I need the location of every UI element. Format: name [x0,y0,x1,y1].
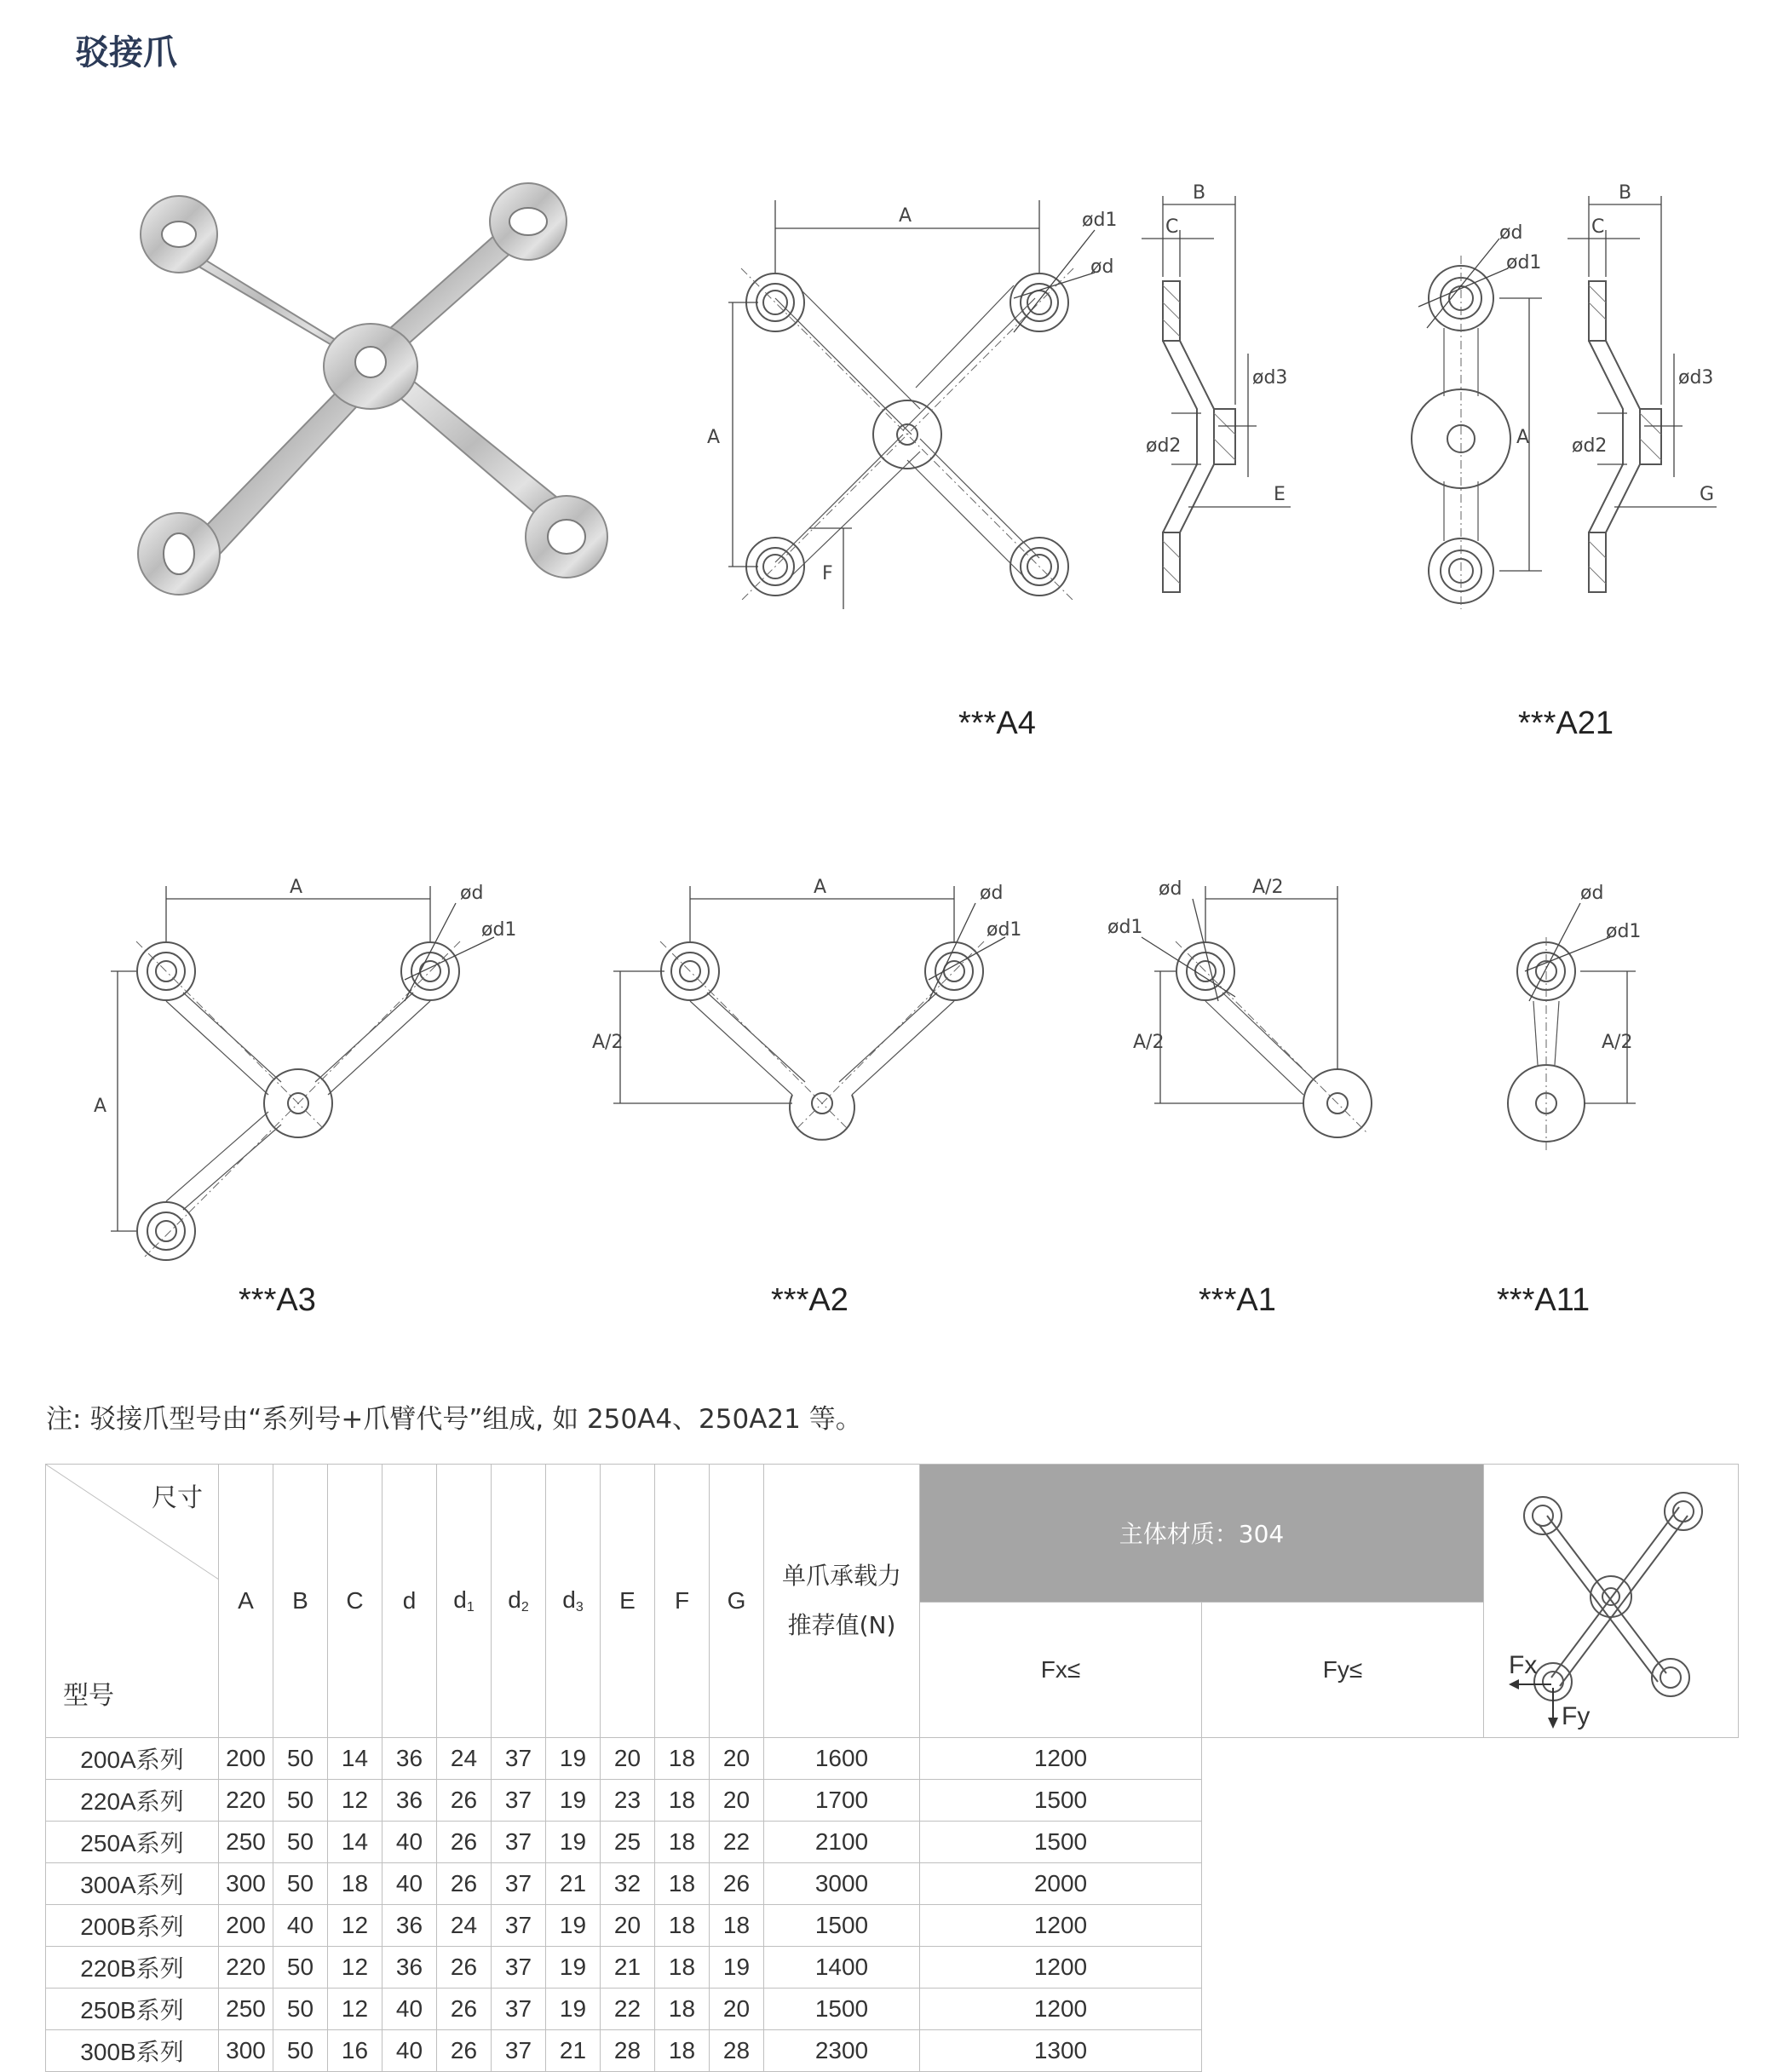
dim-cell-g: 18 [710,1905,764,1947]
dim-cell-e: 23 [601,1780,655,1822]
dim-cell-e: 20 [601,1738,655,1780]
dim-cell-c: 16 [328,2030,383,2072]
a4-dim-d: ød [1090,256,1114,278]
model-cell: 220B系列 [46,1947,219,1989]
fy-cell: 1500 [920,1822,1202,1863]
col-header-d1: $d_1$ [437,1465,492,1738]
a2-dim-a-top: A [814,877,827,898]
table-row [46,1989,1739,2030]
a11-dim-d: ød [1580,883,1604,904]
dim-cell-g: 20 [710,1989,764,2030]
dim-cell-d2: 37 [492,1863,546,1905]
dim-cell-c: 18 [328,1863,383,1905]
dim-cell-e: 25 [601,1822,655,1863]
a3-dim-a-side: A [94,1096,107,1117]
col-header-a: A [219,1465,273,1738]
corner-header-cell [46,1465,219,1738]
model-cell: 250A系列 [46,1822,219,1863]
dim-cell-c: 14 [328,1738,383,1780]
table-row [46,1738,1739,1780]
fx-cell: 2100 [764,1822,920,1863]
fx-cell: 1600 [764,1738,920,1780]
col-header-b: B [273,1465,328,1738]
a2-dim-d1: ød1 [987,919,1022,941]
dim-cell-d: 36 [383,1780,437,1822]
dim-cell-d2: 37 [492,1989,546,2030]
a21-dim-d: ød [1499,222,1523,244]
dim-cell-a: 200 [219,1905,273,1947]
dim-cell-d1: 26 [437,1863,492,1905]
dim-cell-d3: 19 [546,1989,601,2030]
a1-dim-d1: ød1 [1107,917,1143,938]
spec-table [45,1464,1739,2072]
fy-cell: 1200 [920,1905,1202,1947]
a4-section-dim-c: C [1165,216,1179,238]
dim-cell-d3: 19 [546,1947,601,1989]
table-row [46,1947,1739,1989]
a11-dim-a-half: A/2 [1602,1032,1633,1053]
dim-cell-d1: 26 [437,1780,492,1822]
dim-cell-d2: 37 [492,1905,546,1947]
table-row [46,2030,1739,2072]
dim-cell-e: 22 [601,1989,655,2030]
dim-cell-g: 28 [710,2030,764,2072]
dim-cell-d1: 26 [437,1989,492,2030]
force-fy-label: Fy [1562,1702,1591,1730]
dim-cell-b: 50 [273,1947,328,1989]
dim-cell-c: 12 [328,1947,383,1989]
fx-cell: 1500 [764,1905,920,1947]
fy-cell: 1200 [920,1738,1202,1780]
dim-cell-a: 300 [219,1863,273,1905]
fy-cell: 1500 [920,1780,1202,1822]
dim-cell-e: 28 [601,2030,655,2072]
fx-cell: 2300 [764,2030,920,2072]
fy-cell: 1200 [920,1989,1202,2030]
dim-cell-d: 40 [383,1863,437,1905]
dim-cell-b: 50 [273,1989,328,2030]
a21-dim-d1: ød1 [1506,252,1542,273]
col-header-d3: $d_3$ [546,1465,601,1738]
dim-cell-d3: 21 [546,1863,601,1905]
dim-cell-d1: 24 [437,1738,492,1780]
dim-cell-g: 26 [710,1863,764,1905]
a4-section-dim-d2: ød2 [1146,435,1182,457]
model-cell: 200A系列 [46,1738,219,1780]
dim-cell-f: 18 [655,1947,710,1989]
a4-section-drawing [1142,183,1312,618]
a4-dim-a-side: A [707,427,721,448]
dim-cell-d2: 37 [492,2030,546,2072]
col-header-g: G [710,1465,764,1738]
caption-a11: ***A11 [1497,1282,1591,1318]
caption-a2: ***A2 [771,1282,848,1318]
dim-cell-g: 20 [710,1780,764,1822]
dim-cell-d1: 26 [437,1947,492,1989]
a3-drawing [94,878,520,1269]
dim-cell-b: 50 [273,2030,328,2072]
dim-cell-b: 50 [273,1738,328,1780]
a21-section-drawing [1568,183,1738,618]
force-diagram [1500,1465,1722,1737]
dim-cell-a: 200 [219,1738,273,1780]
dim-cell-e: 21 [601,1947,655,1989]
a21-section-dim-d3: ød3 [1678,367,1714,388]
fx-cell: 1400 [764,1947,920,1989]
dim-cell-f: 18 [655,1989,710,2030]
dim-cell-f: 18 [655,1738,710,1780]
a21-dim-a: A [1516,427,1530,448]
dim-cell-c: 12 [328,1780,383,1822]
dim-cell-e: 20 [601,1905,655,1947]
dim-cell-d1: 24 [437,1905,492,1947]
dim-cell-b: 50 [273,1822,328,1863]
a1-dim-a-half-top: A/2 [1252,877,1284,898]
table-row [46,1905,1739,1947]
material-header: 主体材质：304 [920,1465,1484,1603]
dim-cell-f: 18 [655,1905,710,1947]
dim-cell-d: 36 [383,1738,437,1780]
force-fx-label: Fx [1509,1651,1538,1679]
dim-cell-f: 18 [655,1863,710,1905]
dim-cell-g: 19 [710,1947,764,1989]
load-label-line2: 推荐值(N) [787,1611,896,1639]
dim-cell-d: 40 [383,1822,437,1863]
dim-cell-c: 14 [328,1822,383,1863]
a11-drawing [1499,878,1653,1159]
a21-drawing [1397,222,1550,613]
dim-cell-e: 32 [601,1863,655,1905]
dim-cell-a: 220 [219,1947,273,1989]
dim-cell-d3: 19 [546,1822,601,1863]
model-cell: 300B系列 [46,2030,219,2072]
col-header-e: E [601,1465,655,1738]
a1-drawing [1107,878,1397,1159]
dim-cell-c: 12 [328,1905,383,1947]
dim-cell-d: 36 [383,1947,437,1989]
a2-drawing [588,877,1022,1159]
page-title: 驳接爪 [75,33,177,72]
dim-cell-d: 40 [383,2030,437,2072]
a4-section-dim-d3: ød3 [1252,367,1288,388]
fy-cell: 1300 [920,2030,1202,2072]
dim-cell-d3: 19 [546,1738,601,1780]
model-cell: 220A系列 [46,1780,219,1822]
dim-cell-b: 50 [273,1780,328,1822]
model-cell: 300A系列 [46,1863,219,1905]
a1-dim-d: ød [1159,878,1182,900]
dim-cell-d3: 19 [546,1905,601,1947]
dim-cell-b: 40 [273,1905,328,1947]
a4-drawing [707,204,1116,613]
a21-section-dim-g: G [1700,484,1715,505]
load-label-line1: 单爪承载力 [781,1562,901,1590]
dim-cell-d3: 21 [546,2030,601,2072]
dim-cell-f: 18 [655,1822,710,1863]
col-header-c: C [328,1465,383,1738]
dim-cell-d: 36 [383,1905,437,1947]
model-cell: 250B系列 [46,1989,219,2030]
a3-dim-d: ød [460,883,484,904]
a4-section-dim-b: B [1193,182,1206,204]
caption-a21: ***A21 [1518,705,1614,741]
a2-dim-d: ød [980,883,1004,904]
a2-dim-a-half: A/2 [592,1032,624,1053]
fy-cell: 2000 [920,1863,1202,1905]
dim-cell-d1: 26 [437,2030,492,2072]
dim-cell-c: 12 [328,1989,383,2030]
load-label-cell [764,1465,920,1738]
model-note: 注: 驳接爪型号由“系列号+爪臂代号”组成, 如 250A4、250A21 等。 [46,1404,862,1435]
a21-section-dim-c: C [1591,216,1605,238]
dim-cell-d3: 19 [546,1780,601,1822]
a4-section-dim-e: E [1274,484,1286,505]
table-row [46,1780,1739,1822]
dim-cell-a: 220 [219,1780,273,1822]
dim-cell-d2: 37 [492,1822,546,1863]
a1-dim-a-half-side: A/2 [1133,1032,1165,1053]
model-cell: 200B系列 [46,1905,219,1947]
a4-dim-a-top: A [899,205,912,227]
dim-cell-f: 18 [655,1780,710,1822]
corner-model-label: 型号 [63,1681,114,1711]
col-header-f: F [655,1465,710,1738]
fy-header: Fy≤ [1202,1602,1484,1737]
dim-cell-d2: 37 [492,1780,546,1822]
corner-size-label: 尺寸 [152,1483,203,1513]
fx-cell: 1500 [764,1989,920,2030]
dim-cell-b: 50 [273,1863,328,1905]
dim-cell-a: 250 [219,1989,273,2030]
fy-cell: 1200 [920,1947,1202,1989]
a4-dim-f: F [822,563,833,584]
caption-a4: ***A4 [958,705,1036,741]
fx-header: Fx≤ [920,1602,1202,1737]
dim-cell-d2: 37 [492,1947,546,1989]
a11-dim-d1: ød1 [1606,921,1642,942]
dim-cell-g: 22 [710,1822,764,1863]
dim-cell-a: 300 [219,2030,273,2072]
dim-cell-d1: 26 [437,1822,492,1863]
force-diagram-cell [1484,1465,1739,1738]
a21-section-dim-d2: ød2 [1572,435,1608,457]
fx-cell: 3000 [764,1863,920,1905]
a3-dim-d1: ød1 [481,919,517,941]
a4-dim-d1: ød1 [1082,210,1118,231]
caption-a1: ***A1 [1199,1282,1276,1318]
spider-photo [119,179,630,622]
dim-cell-g: 20 [710,1738,764,1780]
table-row [46,1863,1739,1905]
col-header-d2: $d_2$ [492,1465,546,1738]
fx-cell: 1700 [764,1780,920,1822]
dim-cell-a: 250 [219,1822,273,1863]
table-row [46,1822,1739,1863]
a3-dim-a-top: A [290,877,303,898]
col-header-d: d [383,1465,437,1738]
dim-cell-f: 18 [655,2030,710,2072]
dim-cell-d: 40 [383,1989,437,2030]
a21-section-dim-b: B [1619,182,1632,204]
caption-a3: ***A3 [239,1282,316,1318]
dim-cell-d2: 37 [492,1738,546,1780]
